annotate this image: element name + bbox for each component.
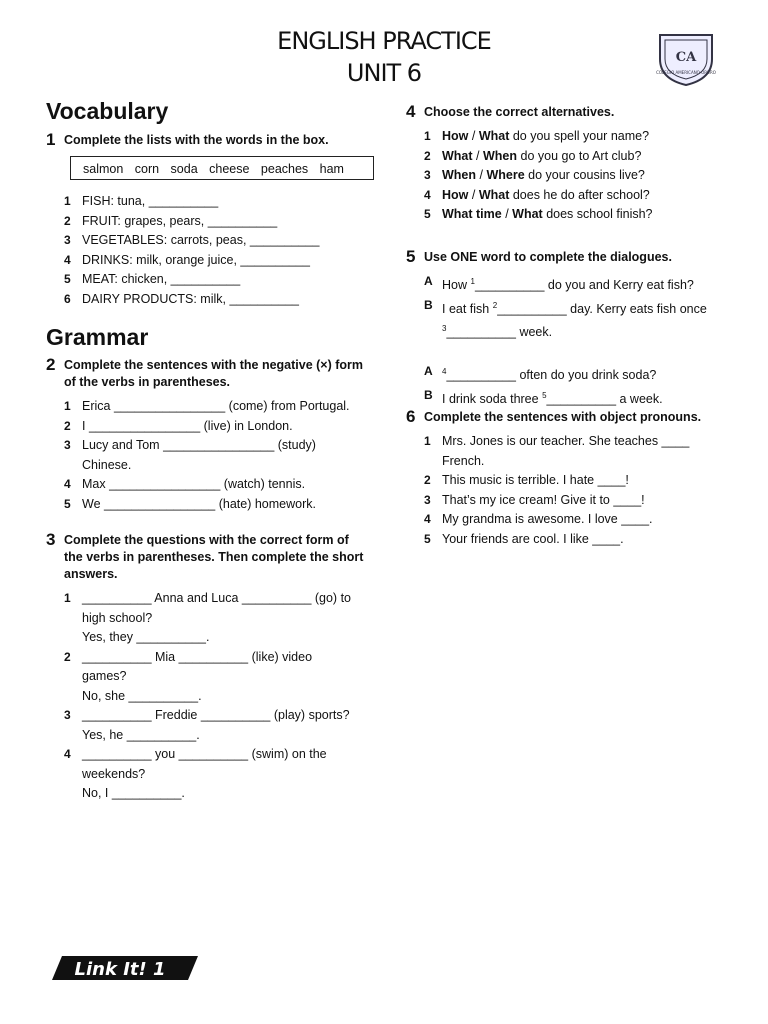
item-text [82,648,356,707]
word-box: salmon corn soda cheese peaches ham [70,156,374,180]
exercise-5 [406,249,726,409]
item-text [442,147,726,167]
list-item [64,192,376,212]
sentence-rest: do your cousins live? [524,168,645,182]
list-item [64,495,354,515]
list-item [424,186,726,206]
footer-brand: Link It! 1 [74,959,166,980]
speaker-label: A [424,363,433,378]
item-number: 3 [64,233,71,247]
list-item [64,436,354,475]
item-text: Mrs. Jones is our teacher. She teaches ____ French. [442,434,690,468]
gap-number: 3 [442,324,447,334]
text-part: How [442,278,471,293]
item-text: VEGETABLES: carrots, peas, __________ [82,233,320,247]
exercise-number: 3 [46,530,56,549]
exercise-instruction: Complete the questions with the correct form of the verbs in parentheses. Then complete the short answers. [64,533,364,581]
item-number: 5 [64,272,71,286]
item-number: 3 [424,492,431,507]
dialogue-text [442,272,710,296]
item-number: 5 [424,207,431,221]
item-text: This music is terrible. I hate ____! [442,473,629,487]
item-number: 2 [64,418,71,433]
question-text: __________ Anna and Luca __________ (go) to high school? [82,591,351,625]
dialogue-spacer [424,343,710,362]
text-part: I eat fish [442,301,493,316]
separator: / [468,187,479,202]
separator: / [468,129,479,143]
text-part: __________ often do you drink soda? [446,368,657,383]
item-text [442,127,726,147]
dialogue-line [424,386,710,410]
alternative-2: What [512,207,543,221]
list-item [424,491,699,511]
text-part: __________ day. Kerry eats fish once [497,301,707,316]
page-title: ENGLISH PRACTICE [277,27,491,55]
gap-number: 5 [542,390,547,400]
item-text: Your friends are cool. I like ____. [442,531,624,546]
exercise-number: 2 [46,355,56,374]
list-item [64,397,354,417]
list-item [424,166,726,186]
exercise-instruction: Complete the sentences with the negative (×) form of the verbs in parentheses. [64,358,364,389]
item-text: We ________________ (hate) homework. [82,496,316,511]
vocabulary-heading: Vocabulary [46,98,169,124]
list-item [64,251,376,271]
item-text [442,205,726,225]
text-part: __________ a week. [546,391,663,406]
item-text [82,745,356,804]
item-text: Max ________________ (watch) tennis. [82,477,306,491]
dialogue-text [442,386,710,410]
separator: / [472,148,483,163]
list-item [424,205,726,225]
gap-number: 1 [470,277,475,286]
dialogue-line [424,296,710,343]
text-part: I drink soda three [442,391,543,406]
list-item [424,432,699,471]
speaker-label: A [424,274,433,288]
alternative-1: What [442,148,473,163]
exercise-number: 6 [406,407,416,426]
alternative-2: What [478,187,510,202]
list-item [424,471,699,491]
item-number: 2 [424,148,431,163]
item-number: 3 [64,708,71,722]
list-item [64,417,354,437]
exercise-1 [46,132,376,149]
sentence-rest: do you go to Art club? [517,148,642,163]
list-item [424,147,726,167]
sentence-rest: does school finish? [542,207,653,221]
item-number: 4 [424,512,431,526]
school-crest-logo [656,29,716,89]
item-number: 1 [64,591,71,605]
item-text: DRINKS: milk, orange juice, __________ [82,252,310,267]
list-item [64,290,376,310]
gap-number: 2 [492,300,498,310]
list-item [64,212,376,232]
item-number: 5 [64,496,71,511]
item-number: 2 [64,649,71,664]
gap-number: 4 [442,366,447,376]
text-part: __________ do you and Kerry eat fish? [474,278,694,293]
list-item [424,510,699,530]
grammar-heading: Grammar [46,324,149,350]
alternative-1: How [442,129,469,143]
speaker-label: B [424,387,433,402]
sentence-rest: does he do after school? [509,187,650,202]
alternative-2: When [482,148,518,163]
answer-text: No, I __________. [82,786,185,800]
exercise-number: 1 [46,130,56,149]
item-number: 4 [64,747,71,761]
sentence-rest: do you spell your name? [509,129,650,143]
item-text [442,166,726,186]
item-text: Erica ________________ (come) from Portugal. [82,399,350,413]
item-number: 5 [424,531,431,546]
exercise-3 [46,532,366,804]
item-text: My grandma is awesome. I love ____. [442,512,653,526]
list-item [64,745,356,804]
alternative-2: Where [486,168,525,182]
exercise-instruction: Use ONE word to complete the dialogues. [424,250,672,264]
item-text [82,589,356,648]
item-number: 1 [424,434,431,448]
answer-text: Yes, he __________. [82,727,200,742]
item-text: FISH: tuna, __________ [82,194,219,208]
list-item [64,589,356,648]
item-number: 4 [64,252,71,267]
item-text: I ________________ (live) in London. [82,418,293,433]
text-part: __________ week. [446,325,553,340]
exercise-number: 5 [406,247,416,266]
question-text: __________ Mia __________ (like) video games? [82,649,313,683]
item-number: 4 [424,187,431,202]
item-number: 4 [64,477,71,491]
item-text: FRUIT: grapes, pears, __________ [82,213,278,228]
question-text: __________ you __________ (swim) on the weekends? [82,747,327,781]
dialogue-text [442,362,710,386]
list-item [64,648,356,707]
item-number: 2 [64,213,71,228]
item-number: 3 [424,168,431,182]
dialogue-line [424,272,710,296]
item-number: 3 [64,438,71,452]
alternative-2: What [478,129,510,143]
crest-text: COLEGIO AMERICANO ORURO [656,70,716,75]
exercise-1-items [46,186,376,309]
svg-text:CA: CA [675,50,697,65]
exercise-instruction: Complete the sentences with object pronouns. [424,410,702,424]
item-text: That’s my ice cream! Give it to ____! [442,492,645,507]
alternative-1: How [442,187,469,202]
item-text: DAIRY PRODUCTS: milk, __________ [82,291,299,306]
alternative-1: What time [442,207,502,221]
item-number: 2 [424,473,431,487]
list-item [64,475,354,495]
speaker-label: B [424,297,433,312]
exercise-instruction: Complete the lists with the words in the box. [64,133,329,147]
list-item [424,530,699,550]
link-it-logo [52,954,198,982]
item-text [442,186,726,206]
answer-text: Yes, they __________. [82,630,210,644]
separator: / [476,168,487,182]
list-item [64,231,376,251]
exercise-6 [406,409,726,549]
item-text [82,706,356,745]
unit-title: UNIT 6 [346,59,422,87]
exercise-number: 4 [406,102,416,121]
item-number: 1 [424,129,431,143]
separator: / [501,207,513,221]
item-number: 1 [64,194,71,208]
dialogue-line [424,362,710,386]
item-number: 1 [64,399,71,413]
answer-text: No, she __________. [82,688,202,703]
exercise-4 [406,104,726,225]
item-text: MEAT: chicken, __________ [82,272,241,286]
exercise-2 [46,357,366,514]
exercise-instruction: Choose the correct alternatives. [424,105,615,119]
alternative-1: When [442,168,477,182]
list-item [64,270,376,290]
list-item [424,127,726,147]
question-text: __________ Freddie __________ (play) sports? [82,708,350,722]
dialogue-text [442,296,710,343]
list-item [64,706,356,745]
item-text: Lucy and Tom ________________ (study) Chinese. [82,438,316,472]
item-number: 6 [64,291,71,306]
